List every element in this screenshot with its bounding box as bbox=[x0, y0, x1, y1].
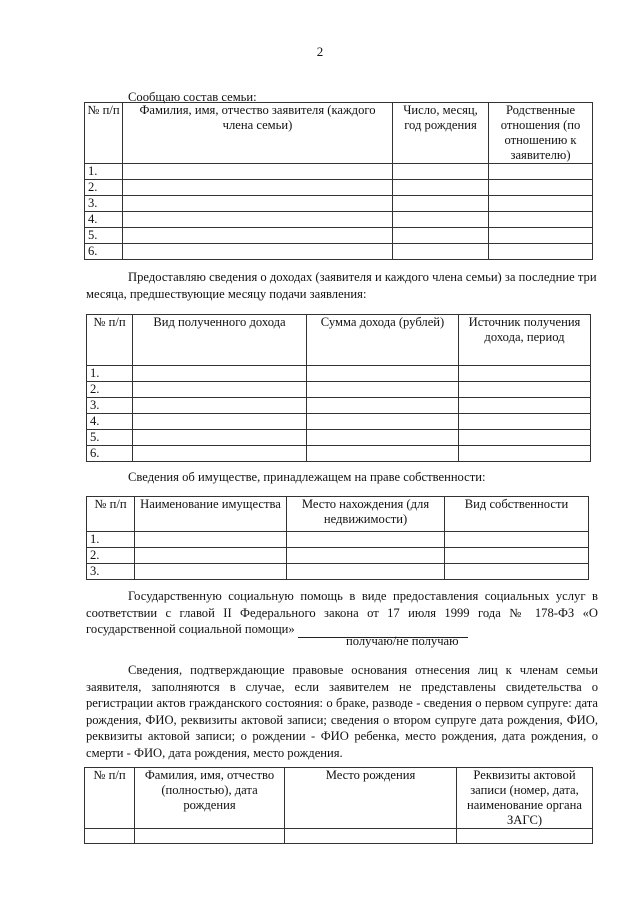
table-row bbox=[87, 548, 589, 564]
row-number: 2. bbox=[85, 180, 123, 196]
property-location-cell[interactable] bbox=[287, 548, 445, 564]
income-amount-cell[interactable] bbox=[307, 414, 459, 430]
relations-paragraph: Сведения, подтверждающие правовые основания отнесения лиц к членам семьи заявителя, заполняются в случае, если заявителем не представлены свидетельства о регистрации актов гражданского состояния: о браке, разводе - сведения о первом супруге: дата рождения, ФИО, реквизиты актовой записи; сведения о втором супруге дата рождения, ФИО, реквизиты актовой записи; о рождении - ФИО ребенка, место рождения, дата рождения, о смерти - ФИО, дата рождения, место рождения. bbox=[86, 663, 598, 760]
name-cell[interactable] bbox=[123, 212, 393, 228]
row-number: 1. bbox=[87, 366, 133, 382]
income-source-cell[interactable] bbox=[459, 366, 591, 382]
table-row bbox=[85, 180, 593, 196]
birth-cell[interactable] bbox=[393, 180, 489, 196]
property-header-num: № п/п bbox=[87, 497, 135, 532]
table-row bbox=[85, 196, 593, 212]
property-header-name: Наименование имущества bbox=[135, 497, 287, 532]
relation-cell[interactable] bbox=[489, 164, 593, 180]
property-name-cell[interactable] bbox=[135, 548, 287, 564]
relations-birthplace-cell[interactable] bbox=[285, 829, 457, 844]
row-number-cell[interactable] bbox=[85, 829, 135, 844]
row-number: 3. bbox=[85, 196, 123, 212]
income-source-cell[interactable] bbox=[459, 430, 591, 446]
income-type-cell[interactable] bbox=[133, 446, 307, 462]
table-row bbox=[87, 446, 591, 462]
income-amount-cell[interactable] bbox=[307, 382, 459, 398]
relations-header-record: Реквизиты актовой записи (номер, дата, наименование органа ЗАГС) bbox=[457, 768, 593, 829]
relations-header-birthplace: Место рождения bbox=[285, 768, 457, 829]
name-cell[interactable] bbox=[123, 180, 393, 196]
table-row bbox=[85, 228, 593, 244]
table-row bbox=[85, 244, 593, 260]
income-amount-cell[interactable] bbox=[307, 366, 459, 382]
family-header-num: № п/п bbox=[85, 103, 123, 164]
relations-name-cell[interactable] bbox=[135, 829, 285, 844]
row-number: 6. bbox=[85, 244, 123, 260]
income-amount-cell[interactable] bbox=[307, 446, 459, 462]
birth-cell[interactable] bbox=[393, 244, 489, 260]
property-header-location: Место нахождения (для недвижимости) bbox=[287, 497, 445, 532]
property-name-cell[interactable] bbox=[135, 532, 287, 548]
table-row bbox=[85, 829, 593, 844]
relation-cell[interactable] bbox=[489, 228, 593, 244]
relations-header-name: Фамилия, имя, отчество (полностью), дата рождения bbox=[135, 768, 285, 829]
table-row bbox=[87, 430, 591, 446]
property-ownership-cell[interactable] bbox=[445, 548, 589, 564]
family-header-relation: Родственные отношения (по отношению к заявителю) bbox=[489, 103, 593, 164]
property-ownership-cell[interactable] bbox=[445, 532, 589, 548]
row-number: 5. bbox=[87, 430, 133, 446]
income-type-cell[interactable] bbox=[133, 382, 307, 398]
income-source-cell[interactable] bbox=[459, 414, 591, 430]
property-name-cell[interactable] bbox=[135, 564, 287, 580]
birth-cell[interactable] bbox=[393, 228, 489, 244]
relation-cell[interactable] bbox=[489, 244, 593, 260]
table-row bbox=[85, 212, 593, 228]
income-type-cell[interactable] bbox=[133, 414, 307, 430]
family-header-name: Фамилия, имя, отчество заявителя (каждого члена семьи) bbox=[123, 103, 393, 164]
income-type-cell[interactable] bbox=[133, 398, 307, 414]
table-row bbox=[85, 164, 593, 180]
table-row bbox=[87, 398, 591, 414]
table-row bbox=[87, 414, 591, 430]
property-intro: Сведения об имуществе, принадлежащем на праве собственности: bbox=[128, 470, 486, 484]
name-cell[interactable] bbox=[123, 228, 393, 244]
table-row bbox=[87, 532, 589, 548]
row-number: 5. bbox=[85, 228, 123, 244]
income-header-type: Вид полученного дохода bbox=[133, 315, 307, 366]
table-row bbox=[87, 366, 591, 382]
income-type-cell[interactable] bbox=[133, 366, 307, 382]
family-intro: Сообщаю состав семьи: bbox=[128, 90, 257, 104]
relation-cell[interactable] bbox=[489, 212, 593, 228]
social-help-text: Государственную социальную помощь в виде предоставления социальных услуг в соответствии с главой II Федерального закона от 17 июля 1999 года № 178-ФЗ «О государственной социальной помощи» bbox=[86, 589, 598, 636]
page-number: 2 bbox=[316, 44, 324, 59]
birth-cell[interactable] bbox=[393, 196, 489, 212]
name-cell[interactable] bbox=[123, 164, 393, 180]
row-number: 3. bbox=[87, 398, 133, 414]
family-table bbox=[84, 102, 593, 260]
social-help-caption: получаю/не получаю bbox=[346, 634, 459, 648]
row-number: 2. bbox=[87, 548, 135, 564]
property-location-cell[interactable] bbox=[287, 532, 445, 548]
property-header-ownership: Вид собственности bbox=[445, 497, 589, 532]
income-header-amount: Сумма дохода (рублей) bbox=[307, 315, 459, 366]
income-type-cell[interactable] bbox=[133, 430, 307, 446]
row-number: 1. bbox=[87, 532, 135, 548]
row-number: 4. bbox=[85, 212, 123, 228]
row-number: 1. bbox=[85, 164, 123, 180]
income-amount-cell[interactable] bbox=[307, 398, 459, 414]
birth-cell[interactable] bbox=[393, 212, 489, 228]
birth-cell[interactable] bbox=[393, 164, 489, 180]
income-source-cell[interactable] bbox=[459, 382, 591, 398]
property-table bbox=[86, 496, 589, 580]
family-header-birth: Число, месяц, год рождения bbox=[393, 103, 489, 164]
relations-header-num: № п/п bbox=[85, 768, 135, 829]
income-source-cell[interactable] bbox=[459, 446, 591, 462]
income-amount-cell[interactable] bbox=[307, 430, 459, 446]
row-number: 6. bbox=[87, 446, 133, 462]
income-intro: Предоставляю сведения о доходах (заявителя и каждого члена семьи) за последние три месяца, предшествующие месяцу подачи заявления: bbox=[86, 270, 597, 301]
name-cell[interactable] bbox=[123, 244, 393, 260]
row-number: 4. bbox=[87, 414, 133, 430]
relations-record-cell[interactable] bbox=[457, 829, 593, 844]
income-header-source: Источник получения дохода, период bbox=[459, 315, 591, 366]
table-row bbox=[87, 564, 589, 580]
income-table bbox=[86, 314, 591, 462]
relation-cell[interactable] bbox=[489, 180, 593, 196]
table-row bbox=[87, 382, 591, 398]
social-help-paragraph bbox=[86, 588, 598, 638]
income-header-num: № п/п bbox=[87, 315, 133, 366]
relation-cell[interactable] bbox=[489, 196, 593, 212]
property-ownership-cell[interactable] bbox=[445, 564, 589, 580]
name-cell[interactable] bbox=[123, 196, 393, 212]
relations-table bbox=[84, 767, 593, 844]
property-location-cell[interactable] bbox=[287, 564, 445, 580]
row-number: 3. bbox=[87, 564, 135, 580]
income-source-cell[interactable] bbox=[459, 398, 591, 414]
row-number: 2. bbox=[87, 382, 133, 398]
